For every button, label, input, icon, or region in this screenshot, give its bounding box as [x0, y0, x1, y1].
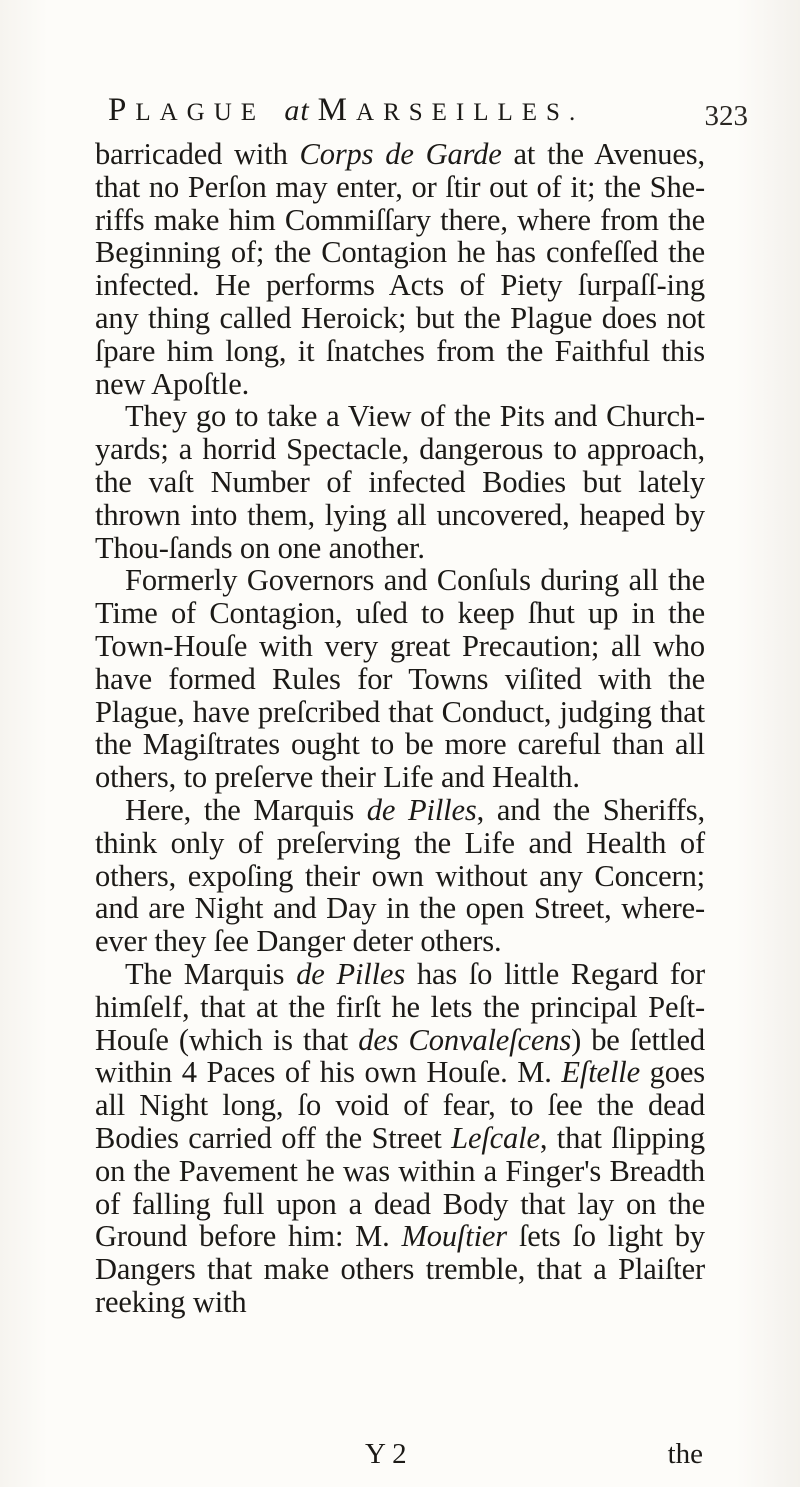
- paragraph: [95, 794, 705, 958]
- text-run: goes all Night long, ſo void of fear, to ſee the dead Bodies carried off the Street: [95, 1055, 705, 1155]
- catchword: the: [667, 1438, 703, 1470]
- text-run: barricaded with: [95, 137, 300, 171]
- text-run: , that ſlipping on the Pavement he was within a Finger's Breadth of falling full upon a dead Body that lay on the Ground before him: M.: [95, 1120, 705, 1254]
- title-initial-p: P: [108, 92, 136, 128]
- text-run: ſets ſo light by Dangers that make others tremble, that a Plaiſter reeking with: [95, 1219, 705, 1319]
- text-run: , and the Sheriffs, think only of preſerving the Life and Health of others, expoſing their own without any Concern; and are Night and Day in the open Street, where-ever they ſee Danger deter others.: [95, 792, 705, 959]
- italic-run: de Pilles: [296, 956, 406, 991]
- text-run: Formerly Governors and Conſuls during all the Time of Contagion, uſed to keep ſhut up in the Town-Houſe with very great Precaution; all who have formed Rules for Towns viſited with the Plague, have preſcribed that Conduct, judging that the Magiſtrates ought to be more careful than all others, to preſerve their Life and Health.: [95, 563, 705, 795]
- italic-run: Leſcale: [451, 1120, 540, 1155]
- italic-run: de Pilles: [366, 792, 477, 827]
- title-initial-m: M: [317, 92, 357, 128]
- page-number: 323: [704, 100, 748, 132]
- paragraph: [95, 564, 705, 794]
- paragraph: [95, 958, 705, 1319]
- text-run: at the Avenues, that no Perſon may enter, or ſtir out of it; the She-riffs make him Commiſſary there, where from the Beginning of; the Contagion he has confeſſed the infected. He performs Acts of Piety ſurpaſſ-ing any thing called Heroick; but the Plague does not ſpare him long, it ſnatches from the Faithful this new Apoſtle.: [95, 137, 705, 401]
- title-at: at: [284, 94, 310, 127]
- signature-mark: Y 2: [365, 1438, 407, 1470]
- text-run: They go to take a View of the Pits and Church-yards; a horrid Spectacle, dangerous to approach, the vaſt Number of infected Bodies but lately thrown into them, lying all uncovered, heaped by Thou-ſands on one another.: [95, 399, 705, 565]
- paragraph: [95, 138, 705, 400]
- body-text: [95, 138, 705, 1319]
- title-plague-rest: LAGUE: [135, 99, 266, 126]
- italic-run: Mouſtier: [401, 1219, 508, 1254]
- italic-run: Eſtelle: [561, 1055, 640, 1090]
- text-run: ) be ſettled within 4 Paces of his own Houſe. M.: [95, 1022, 705, 1090]
- italic-run: des Convaleſcens: [358, 1022, 572, 1057]
- page-footer: [95, 1438, 705, 1472]
- text-run: The Marquis: [125, 956, 297, 991]
- running-title: [108, 92, 584, 129]
- text-run: Here, the Marquis: [125, 792, 367, 827]
- running-head: [108, 92, 748, 142]
- paragraph: [95, 400, 705, 564]
- title-marseilles-rest: ARSEILLES.: [356, 99, 585, 126]
- text-run: has ſo little Regard for himſelf, that at the firſt he lets the principal Peſt-Houſe (which is that: [95, 956, 705, 1057]
- italic-run: Corps de Garde: [299, 137, 502, 171]
